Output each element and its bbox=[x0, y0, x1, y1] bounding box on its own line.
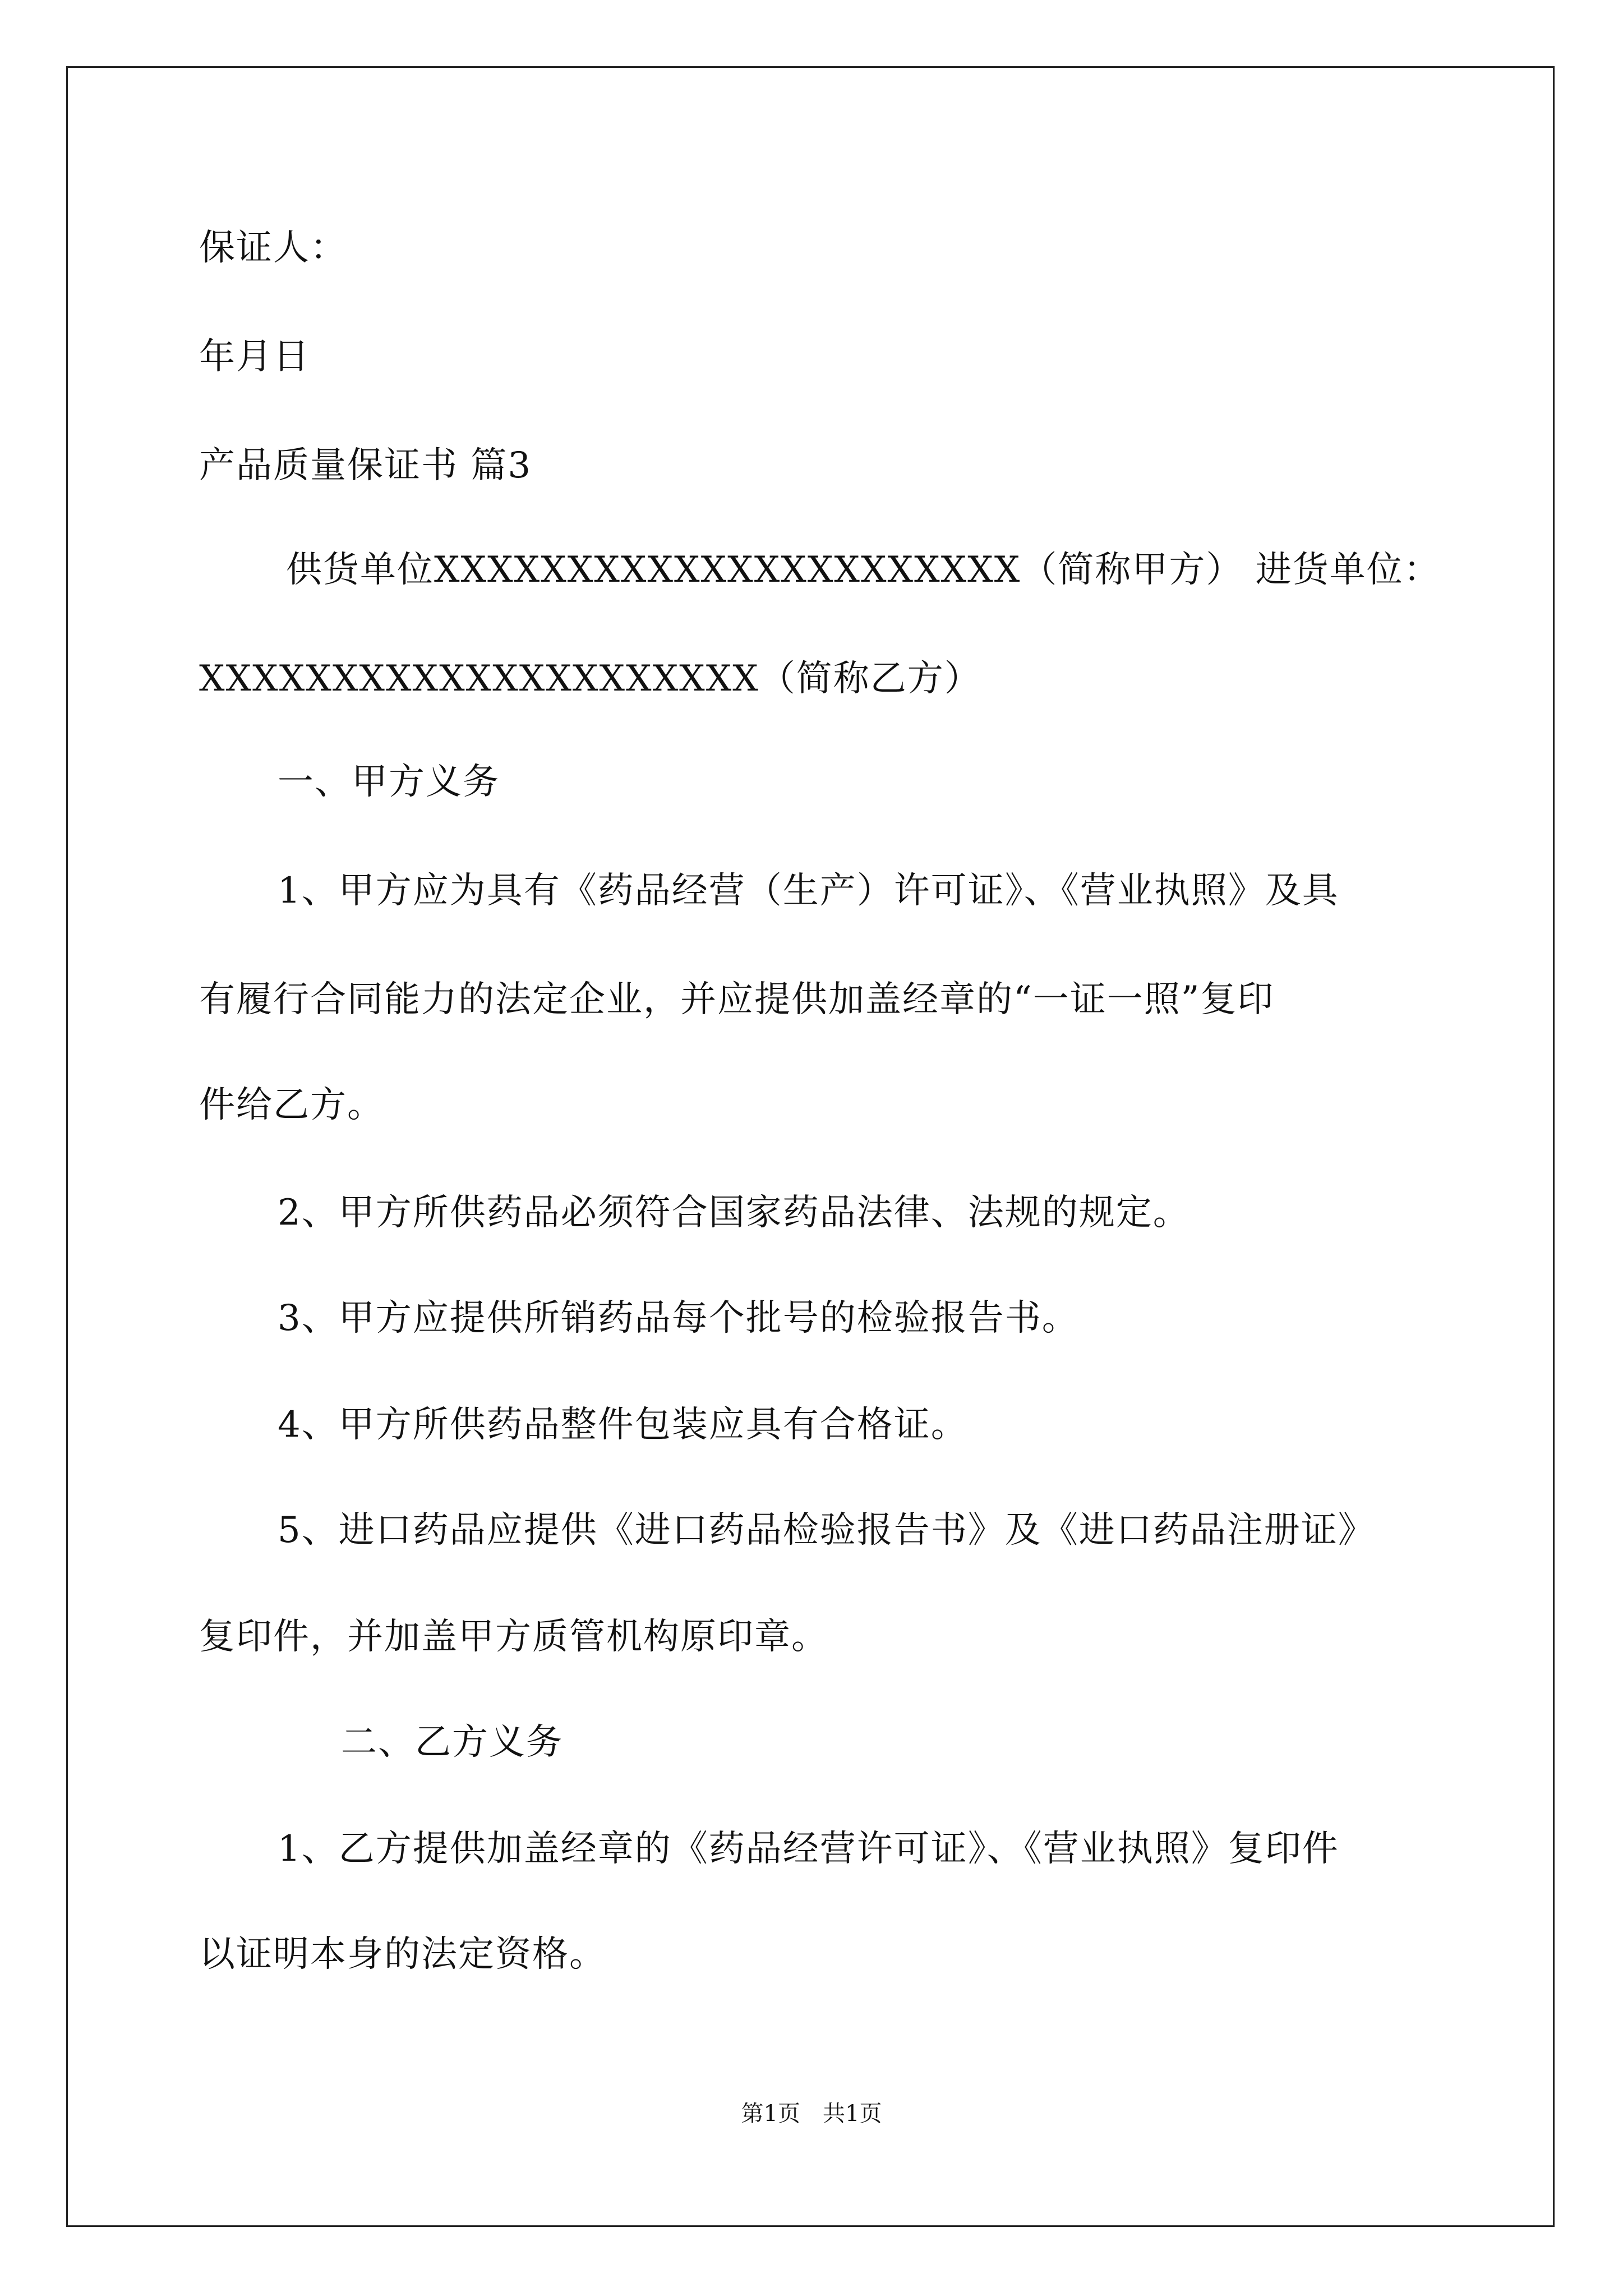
paragraph-line: 1、乙方提供加盖经章的《药品经营许可证》、《营业执照》复印件 bbox=[278, 1828, 1339, 1870]
date-line: 年月日 bbox=[199, 336, 310, 378]
heading-party-b-duties: 二、乙方义务 bbox=[341, 1722, 563, 1763]
paragraph-line: 2、甲方所供药品必须符合国家药品法律、法规的规定。 bbox=[278, 1192, 1190, 1234]
paragraph-line: 件给乙方。 bbox=[199, 1084, 384, 1126]
paragraph-line: 5、进口药品应提供《进口药品检验报告书》及《进口药品注册证》 bbox=[278, 1510, 1375, 1551]
paragraph-line: 复印件，并加盖甲方质管机构原印章。 bbox=[199, 1616, 828, 1658]
heading-party-a-duties: 一、甲方义务 bbox=[278, 761, 500, 803]
paragraph-line: 供货单位XXXXXXXXXXXXXXXXXXXXXX（简称甲方） 进货单位： bbox=[286, 549, 1441, 591]
page-number-footer: 第1页 共1页 bbox=[741, 2101, 882, 2127]
section-title: 产品质量保证书 篇3 bbox=[199, 445, 532, 486]
paragraph-line: 4、甲方所供药品整件包装应具有合格证。 bbox=[278, 1404, 968, 1446]
page-border bbox=[66, 66, 1555, 2227]
paragraph-line: 1、甲方应为具有《药品经营（生产）许可证》、《营业执照》及具 bbox=[278, 870, 1339, 912]
guarantor-label: 保证人： bbox=[199, 227, 347, 269]
paragraph-line: 有履行合同能力的法定企业，并应提供加盖经章的“一证一照”复印 bbox=[199, 979, 1275, 1020]
paragraph-line: XXXXXXXXXXXXXXXXXXXXX（简称乙方） bbox=[199, 658, 981, 700]
paragraph-line: 以证明本身的法定资格。 bbox=[199, 1934, 606, 1975]
paragraph-line: 3、甲方应提供所销药品每个批号的检验报告书。 bbox=[278, 1297, 1079, 1339]
